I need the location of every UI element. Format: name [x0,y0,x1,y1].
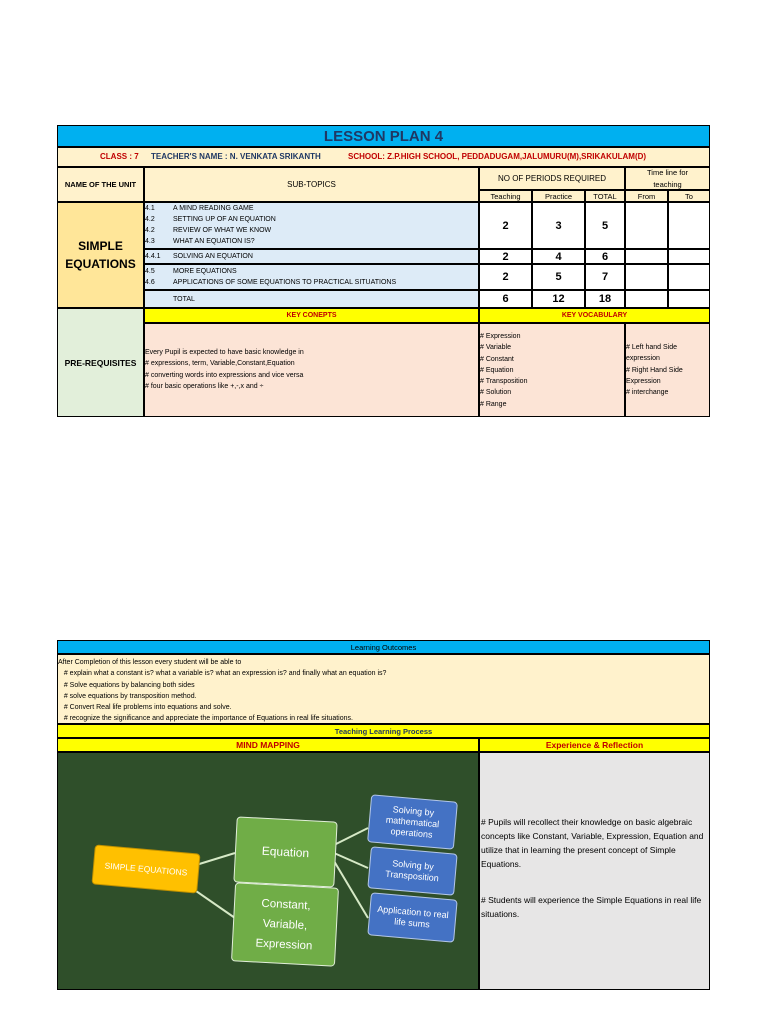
teaching-value: 2 [479,202,532,249]
mind-map-solving-math: Solving by mathematical operations [367,794,458,849]
mind-map-application: Application to real life sums [367,892,457,942]
vocab-item: # interchange [626,389,669,397]
prereq-label: PRE-REQUISITES [57,308,144,417]
key-vocab-right [625,323,710,417]
subtopic-text: APPLICATIONS OF SOME EQUATIONS TO PRACTICAL SITUATIONS [173,279,397,286]
subtopic-item [145,203,155,214]
experience-panel [479,752,710,990]
teaching-value: 2 [479,249,532,264]
subtopic-group-1 [144,202,479,249]
vocab-item: # Variable [480,344,512,352]
mind-map-solving-transposition: Solving by Transposition [367,846,457,895]
vocab-item: # Right Hand Side [626,366,683,374]
practice-value: 3 [532,202,585,249]
subtopic-num: 4.2 [145,227,155,234]
from-cell [625,290,668,308]
lesson-title: LESSON PLAN 4 [57,125,710,147]
concept-line: # expressions, term, Variable,Constant,Equation [145,360,295,368]
subtopic-num: 4.6 [145,279,155,286]
mind-map-cve: Constant, Variable, Expression [231,882,339,966]
subtopic-group-2 [144,249,479,264]
to-cell [668,202,710,249]
from-cell [625,202,668,249]
periods-header: NO OF PERIODS REQUIRED [479,167,625,190]
key-concepts-header: KEY CONEPTS [144,308,479,323]
concepts-list [145,347,478,392]
subtopic-text: WHAT AN EQUATION IS? [173,238,255,245]
key-vocab-left [479,323,625,417]
unit-header: NAME OF THE UNIT [57,167,144,202]
outcome-line: # Convert Real life problems into equations and solve. [58,704,232,712]
experience-paragraph-2: # Students will experience the Simple Equations in real life situations. [481,895,702,919]
subtopic-num: 4.5 [145,268,155,275]
subtopics-header: SUB-TOPICS [144,167,479,202]
vocab-item: # Transposition [480,378,528,386]
vocab-item: # Solution [480,389,512,397]
total-value: 5 [585,202,625,249]
total-value: 6 [585,249,625,264]
vocab-item: # Left hand Side [626,344,677,351]
experience-paragraph-1: # Pupils will recollect their knowledge on basic algebraic concepts like Constant, Variable, Expression, Equation and utilize that in learning the present concept of Simple Equations. [481,817,704,869]
subtopic-num: 4.1 [145,205,155,212]
vocab-item: # Range [480,400,507,408]
teacher-label: TEACHER'S NAME : N. VENKATA SRIKANTH [151,152,321,161]
practice-value: 4 [532,249,585,264]
subtopic-group-3 [144,264,479,290]
total-row-label [144,290,479,308]
total-total: 18 [585,290,625,308]
subtopic-text: REVIEW OF WHAT WE KNOW [173,227,272,234]
mind-map-panel [57,752,479,990]
outcome-line: # Solve equations by balancing both sides [58,681,195,689]
to-cell [668,249,710,264]
vocab-item: expression [626,355,660,363]
total-practice: 12 [532,290,585,308]
process-header: Teaching Learning Process [57,724,710,738]
subtopic-num: 4.4.1 [145,253,161,260]
practice-value: 5 [532,264,585,290]
subtopic-text: SOLVING AN EQUATION [173,253,253,260]
vocab-item: # Constant [480,355,514,363]
vocab-right-list [626,342,709,398]
col-practice: Practice [532,190,585,202]
experience-header: Experience & Reflection [479,738,710,752]
mind-mapping-header: MIND MAPPING [57,738,479,752]
subtopic-text: SETTING UP OF AN EQUATION [173,216,276,223]
outcome-line: # explain what a constant is? what a variable is? what an expression is? and finally what an equation is? [58,670,387,678]
col-from: From [625,190,668,202]
school-label: SCHOOL: Z.P.HIGH SCHOOL, PEDDADUGAM,JALUMURU(M),SRIKAKULAM(D) [348,152,647,161]
concept-line: # four basic operations like +,-,x and ÷ [145,382,264,390]
timeline-header: Time line for teaching [625,167,710,190]
subtopic-num: 4.2 [145,216,155,223]
info-row [57,147,710,167]
key-vocab-header: KEY VOCABULARY [479,308,710,323]
total-label: TOTAL [173,296,195,303]
outcomes-header: Learning Outcomes [57,640,710,654]
outcome-line: # solve equations by transposition method. [58,692,197,700]
outcome-line: # recognize the significance and appreciate the importance of Equations in real life situations. [58,715,353,723]
unit-name: SIMPLE EQUATIONS [57,202,144,308]
from-cell [625,264,668,290]
subtopic-text: A MIND READING GAME [173,205,254,212]
teaching-value: 2 [479,264,532,290]
to-cell [668,290,710,308]
mind-map-equation: Equation [233,816,337,887]
concept-line: Every Pupil is expected to have basic knowledge in [145,349,304,356]
outcome-line: After Completion of this lesson every student will be able to [58,659,242,666]
to-cell [668,264,710,290]
col-to: To [668,190,710,202]
vocab-left-list [480,331,624,410]
col-teaching: Teaching [479,190,532,202]
outcomes-list [58,657,709,725]
outcomes-body [57,654,710,724]
subtopic-num: 4.3 [145,238,155,245]
key-concepts-cell [144,323,479,417]
class-label: CLASS : 7 [100,152,139,161]
concept-line: # converting words into expressions and vice versa [145,371,304,379]
vocab-item: # Equation [480,366,514,374]
mind-map-root: SIMPLE EQUATIONS [91,844,200,893]
vocab-item: Expression [626,377,661,385]
total-value: 7 [585,264,625,290]
col-total: TOTAL [585,190,625,202]
total-teaching: 6 [479,290,532,308]
subtopic-text: MORE EQUATIONS [173,268,237,275]
vocab-item: # Expression [480,333,521,340]
from-cell [625,249,668,264]
